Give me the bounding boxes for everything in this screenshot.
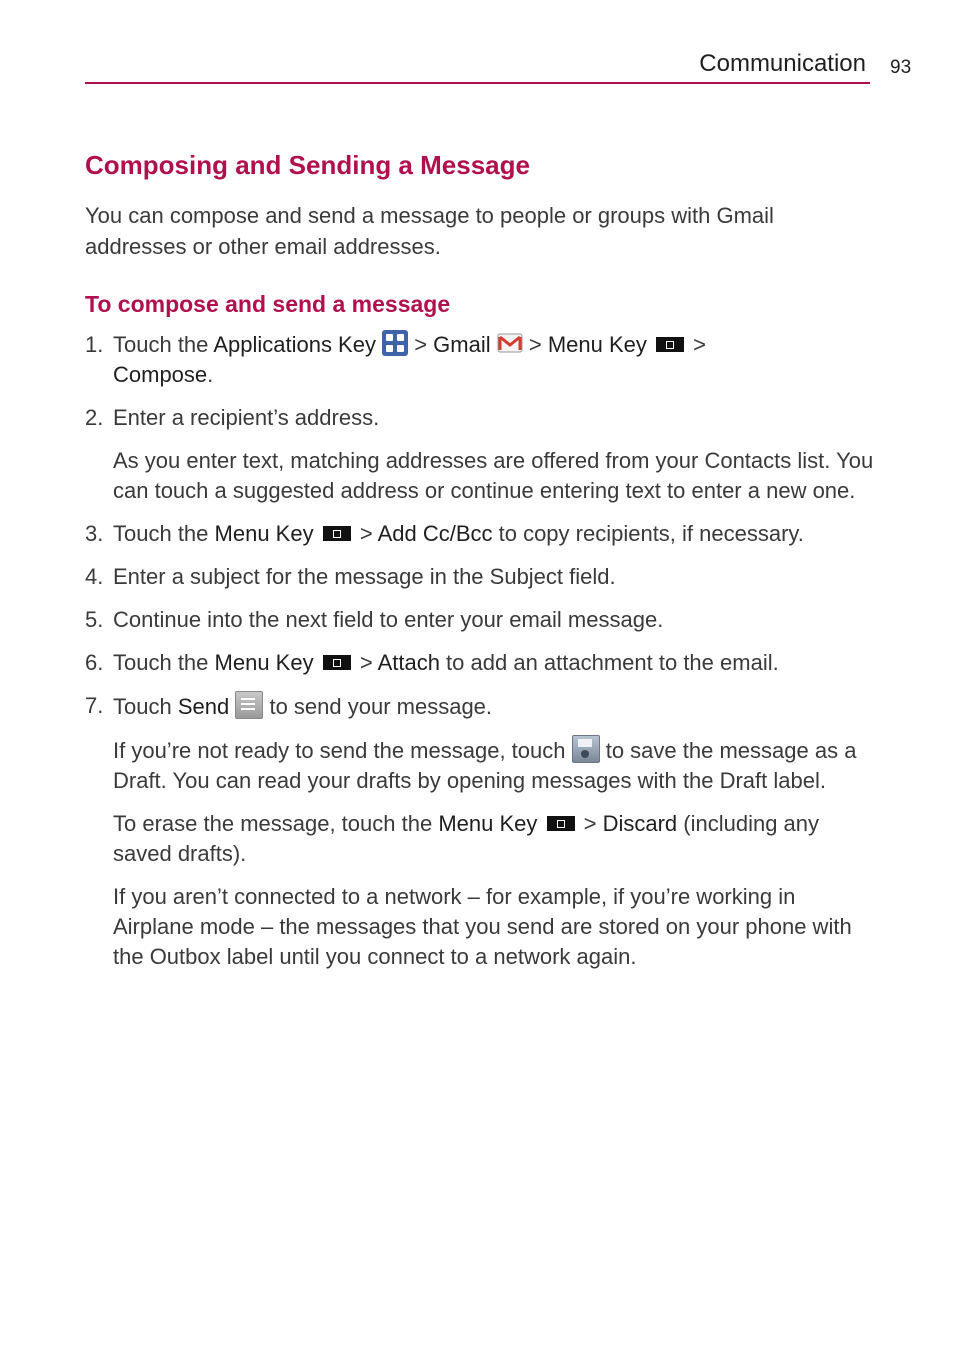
text-run: > — [353, 650, 378, 675]
step-number: 5. — [85, 607, 104, 632]
text-run: to save the message as a Draft. You can read your drafts by opening messages with the Draft label. — [113, 738, 857, 793]
menu-key-label: Menu Key — [214, 521, 314, 546]
text-run: > — [522, 332, 548, 357]
add-cc-bcc-label: Add Cc/Bcc — [377, 521, 493, 546]
step-6 — [85, 648, 875, 678]
text-run: to copy recipients, if necessary. — [492, 521, 804, 546]
step-4 — [85, 562, 875, 592]
step-number: 3. — [85, 521, 104, 546]
step-text — [113, 691, 875, 722]
step-number: 7. — [85, 693, 104, 718]
text-run: to add an attachment to the email. — [439, 650, 779, 675]
text-run: To erase the message, touch the — [113, 811, 439, 836]
step-number: 4. — [85, 564, 104, 589]
menu-key-label: Menu Key — [438, 811, 538, 836]
step-text: Enter a recipient’s address. — [113, 405, 380, 430]
offline-note: If you aren’t connected to a network – for example, if you’re working in Airplane mode – the messages that you send are stored on your phone with the Outbox label until you connect to a network again. — [113, 884, 852, 969]
applications-key-label: Applications Key — [213, 332, 376, 357]
page-header — [85, 50, 870, 84]
gmail-label: Gmail — [433, 332, 491, 357]
step-text — [113, 648, 875, 678]
menu-key-icon — [547, 816, 575, 831]
text-run: > — [577, 811, 603, 836]
text-run: > — [687, 332, 706, 357]
erase-note — [113, 809, 875, 869]
step-text — [113, 519, 875, 549]
discard-label: Discard — [602, 811, 678, 836]
compose-label: Compose — [113, 362, 208, 387]
step-2 — [85, 403, 875, 433]
draft-note — [113, 735, 875, 796]
text-run: (including any saved drafts). — [113, 811, 820, 866]
procedure-heading: To compose and send a message — [85, 291, 451, 317]
step-7 — [85, 691, 875, 722]
step-5 — [85, 605, 875, 635]
step-1 — [85, 330, 875, 390]
send-label: Send — [177, 694, 230, 719]
step-text: Continue into the next field to enter your email message. — [113, 607, 664, 632]
save-draft-icon — [572, 735, 600, 763]
intro-paragraph: You can compose and send a message to people or groups with Gmail addresses or other email addresses. — [85, 203, 774, 259]
menu-key-icon — [323, 526, 351, 541]
text-run: Touch the — [113, 332, 214, 357]
text-run: Touch the — [113, 650, 215, 675]
text-run: > — [408, 332, 434, 357]
attach-label: Attach — [377, 650, 440, 675]
menu-key-label: Menu Key — [214, 650, 314, 675]
menu-key-icon — [656, 337, 684, 352]
step-2-note: As you enter text, matching addresses are offered from your Contacts list. You can touch a suggested address or continue entering text to enter a new one. — [113, 448, 874, 503]
step-number: 6. — [85, 650, 104, 675]
apps-icon — [382, 330, 408, 356]
page-number: 93 — [890, 57, 912, 78]
step-number: 2. — [85, 405, 104, 430]
procedure-steps — [85, 330, 875, 972]
gmail-icon — [497, 331, 523, 355]
text-run: Touch — [113, 694, 178, 719]
text-run: to send your message. — [263, 694, 493, 719]
text-run: > — [353, 521, 378, 546]
menu-key-label: Menu Key — [547, 332, 647, 357]
step-3 — [85, 519, 875, 549]
text-run: . — [207, 362, 214, 387]
send-icon — [235, 691, 263, 719]
section-name: Communication — [699, 50, 866, 77]
menu-key-icon — [323, 655, 351, 670]
step-text: Enter a subject for the message in the Subject field. — [113, 564, 616, 589]
text-run: If you’re not ready to send the message, touch — [113, 738, 572, 763]
page-title: Composing and Sending a Message — [85, 150, 530, 180]
step-number: 1. — [85, 332, 104, 357]
step-text — [113, 330, 875, 390]
text-run: Touch the — [113, 521, 215, 546]
